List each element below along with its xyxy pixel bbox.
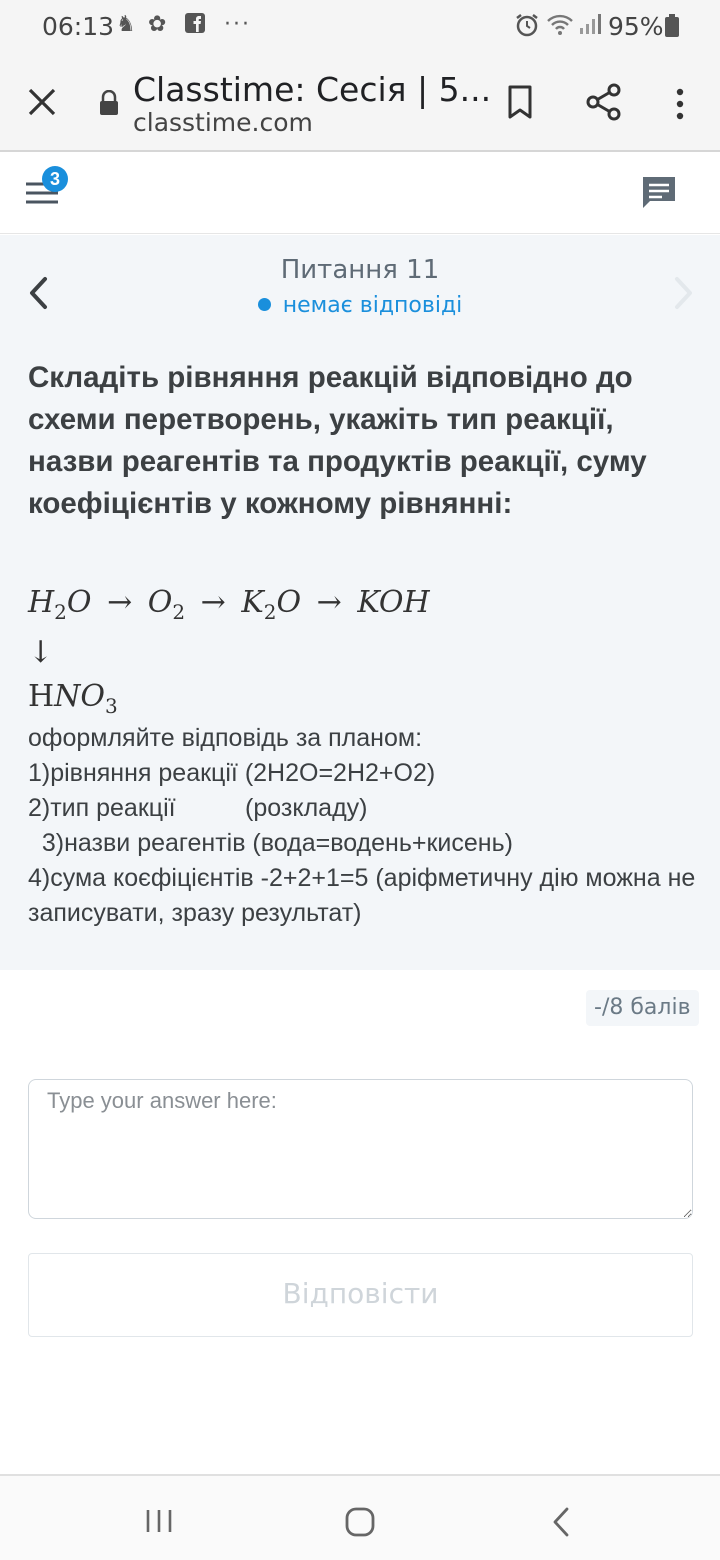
person-icon: ♞ bbox=[116, 12, 136, 37]
recents-icon[interactable] bbox=[144, 1508, 174, 1534]
status-bar bbox=[0, 0, 720, 52]
system-nav-bar bbox=[0, 1474, 720, 1560]
battery-percent: 95% bbox=[608, 12, 664, 41]
facebook-icon bbox=[184, 12, 206, 40]
question-text: Складіть рівняння реакцій відповідно до схеми перетворень, укажіть тип реакції, назви реагентів та продуктів реакції, суму коефіцієнтів у кожному рівнянні: bbox=[28, 361, 647, 520]
bookmark-icon[interactable] bbox=[504, 82, 536, 122]
menu-badge: 3 bbox=[42, 166, 68, 192]
instruction-line: 1)рівняння реакції (2H2O=2H2+O2) bbox=[28, 759, 436, 787]
page-title: Classtime: Сесія | 5... bbox=[133, 70, 492, 109]
battery-icon bbox=[664, 14, 680, 44]
question-panel bbox=[0, 235, 720, 970]
question-status-label: немає відповіді bbox=[282, 293, 463, 318]
alarm-icon bbox=[514, 12, 540, 44]
wifi-icon bbox=[546, 12, 574, 44]
points-badge: -/8 балів bbox=[586, 990, 699, 1026]
instruction-line: 3)назви реагентів (вода=водень+кисень) bbox=[28, 829, 513, 857]
question-status bbox=[0, 293, 720, 318]
instruction-line: 4)сума коєфіцієнтів -2+2+1=5 (аріфметичну дію можна не записувати, зразу результат) bbox=[28, 864, 696, 927]
chat-icon[interactable] bbox=[640, 174, 678, 212]
instructions bbox=[28, 721, 708, 931]
back-icon[interactable] bbox=[550, 1506, 572, 1538]
lock-icon bbox=[98, 90, 120, 116]
close-tab-button[interactable] bbox=[24, 82, 60, 122]
browser-toolbar bbox=[0, 52, 720, 152]
instruction-line: 2)тип реакції (розкладу) bbox=[28, 794, 368, 822]
submit-answer-button[interactable]: Відповісти bbox=[28, 1253, 693, 1337]
home-icon[interactable] bbox=[344, 1506, 376, 1538]
question-number: Питання 11 bbox=[280, 255, 440, 285]
app-header bbox=[0, 154, 720, 234]
share-icon[interactable] bbox=[584, 82, 624, 122]
next-question-button[interactable] bbox=[670, 275, 696, 311]
page-url[interactable]: classtime.com bbox=[133, 108, 313, 137]
instruction-line: оформляйте відповідь за планом: bbox=[28, 724, 423, 752]
status-time: 06:13 bbox=[42, 12, 115, 41]
formula-chain: $H_2O \to O_2 \to K_2O$ → KOH bbox=[28, 585, 430, 624]
answer-input[interactable] bbox=[28, 1079, 693, 1219]
more-options-icon[interactable] bbox=[668, 84, 692, 124]
flower-icon: ✿ bbox=[148, 12, 167, 37]
formula-hno3: $HNO_3$ bbox=[28, 679, 118, 718]
status-dot-icon bbox=[258, 298, 271, 311]
formula-down-arrow: ↓ bbox=[28, 635, 54, 670]
more-dots-icon: ··· bbox=[224, 12, 251, 37]
signal-icon bbox=[578, 12, 602, 42]
